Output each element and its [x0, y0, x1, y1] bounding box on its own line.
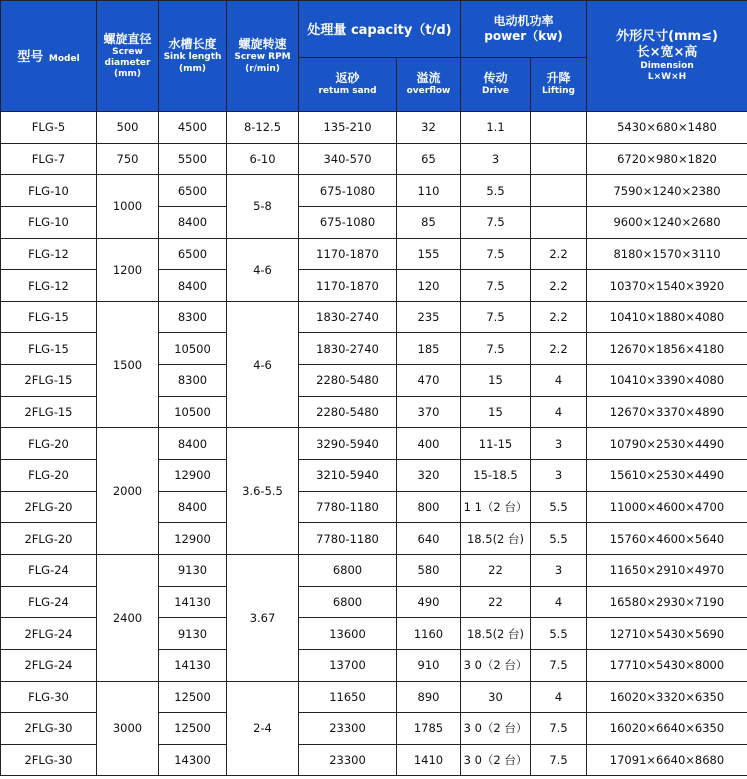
- model-cell: 2FLG-20: [1, 491, 97, 523]
- model-cell: FLG-12: [1, 270, 97, 302]
- return-sand-cell: 340-570: [299, 143, 397, 175]
- model-cell: 2FLG-15: [1, 365, 97, 397]
- lifting-cell: [531, 206, 587, 238]
- overflow-cell: 910: [397, 649, 461, 681]
- return-sand-cell: 675-1080: [299, 206, 397, 238]
- lifting-cell: 5.5: [531, 491, 587, 523]
- return-sand-cell: 7780-1180: [299, 491, 397, 523]
- diameter-cell: 750: [97, 143, 159, 175]
- dimension-cell: 17710×5430×8000: [587, 649, 747, 681]
- overflow-cell: 320: [397, 460, 461, 492]
- header-drive: 传动 Drive: [461, 58, 531, 112]
- sink-length-cell: 14130: [159, 649, 227, 681]
- overflow-cell: 800: [397, 491, 461, 523]
- sink-length-cell: 4500: [159, 112, 227, 144]
- lifting-cell: 7.5: [531, 744, 587, 776]
- dimension-cell: 16580×2930×7190: [587, 586, 747, 618]
- table-row: [1, 554, 747, 586]
- model-cell: 2FLG-30: [1, 744, 97, 776]
- diameter-cell: 1000: [97, 175, 159, 238]
- table-body: [1, 112, 747, 776]
- drive-cell: 30: [461, 681, 531, 713]
- table-row: [1, 112, 747, 144]
- return-sand-cell: 11650: [299, 681, 397, 713]
- overflow-cell: 890: [397, 681, 461, 713]
- model-cell: FLG-20: [1, 460, 97, 492]
- overflow-cell: 400: [397, 428, 461, 460]
- return-sand-cell: 6800: [299, 586, 397, 618]
- return-sand-cell: 3290-5940: [299, 428, 397, 460]
- dimension-cell: 6720×980×1820: [587, 143, 747, 175]
- lifting-cell: 5.5: [531, 618, 587, 650]
- header-diameter: 螺旋直径 Screw diameter (mm): [97, 1, 159, 112]
- model-cell: FLG-5: [1, 112, 97, 144]
- return-sand-cell: 675-1080: [299, 175, 397, 207]
- drive-cell: 3 0（2 台）: [461, 744, 531, 776]
- dimension-cell: 15610×2530×4490: [587, 460, 747, 492]
- table-header: [1, 1, 747, 112]
- return-sand-cell: 1170-1870: [299, 270, 397, 302]
- dimension-cell: 5430×680×1480: [587, 112, 747, 144]
- sink-length-cell: 9130: [159, 618, 227, 650]
- overflow-cell: 110: [397, 175, 461, 207]
- overflow-cell: 1410: [397, 744, 461, 776]
- drive-cell: 22: [461, 586, 531, 618]
- drive-cell: 7.5: [461, 333, 531, 365]
- header-sink-length: 水槽长度 Sink length (mm): [159, 1, 227, 112]
- return-sand-cell: 2280-5480: [299, 365, 397, 397]
- header-power: 电动机功率 power（kw): [461, 1, 587, 58]
- model-cell: 2FLG-20: [1, 523, 97, 555]
- table-row: [1, 681, 747, 713]
- drive-cell: 15: [461, 396, 531, 428]
- sink-length-cell: 8300: [159, 365, 227, 397]
- overflow-cell: 1160: [397, 618, 461, 650]
- overflow-cell: 370: [397, 396, 461, 428]
- sink-length-cell: 12900: [159, 523, 227, 555]
- return-sand-cell: 23300: [299, 713, 397, 745]
- return-sand-cell: 1830-2740: [299, 301, 397, 333]
- lifting-cell: 4: [531, 396, 587, 428]
- drive-cell: 7.5: [461, 301, 531, 333]
- return-sand-cell: 1170-1870: [299, 238, 397, 270]
- model-cell: FLG-12: [1, 238, 97, 270]
- dimension-cell: 9600×1240×2680: [587, 206, 747, 238]
- drive-cell: 18.5(2 台): [461, 618, 531, 650]
- dimension-cell: 10410×3390×4080: [587, 365, 747, 397]
- drive-cell: 15: [461, 365, 531, 397]
- overflow-cell: 640: [397, 523, 461, 555]
- header-lifting: 升降 Lifting: [531, 58, 587, 112]
- header-overflow: 溢流 overflow: [397, 58, 461, 112]
- dimension-cell: 11650×2910×4970: [587, 554, 747, 586]
- diameter-cell: 2000: [97, 428, 159, 555]
- dimension-cell: 16020×6640×6350: [587, 713, 747, 745]
- sink-length-cell: 8300: [159, 301, 227, 333]
- dimension-cell: 12710×5430×5690: [587, 618, 747, 650]
- rpm-cell: 4-6: [227, 301, 299, 428]
- diameter-cell: 1500: [97, 301, 159, 428]
- overflow-cell: 470: [397, 365, 461, 397]
- sink-length-cell: 8400: [159, 491, 227, 523]
- dimension-cell: 12670×3370×4890: [587, 396, 747, 428]
- table-row: [1, 175, 747, 207]
- sink-length-cell: 8400: [159, 270, 227, 302]
- overflow-cell: 1785: [397, 713, 461, 745]
- sink-length-cell: 6500: [159, 238, 227, 270]
- rpm-cell: 3.67: [227, 554, 299, 681]
- return-sand-cell: 2280-5480: [299, 396, 397, 428]
- model-cell: 2FLG-24: [1, 649, 97, 681]
- model-cell: 2FLG-30: [1, 713, 97, 745]
- return-sand-cell: 13700: [299, 649, 397, 681]
- sink-length-cell: 12500: [159, 713, 227, 745]
- drive-cell: 3 0（2 台）: [461, 649, 531, 681]
- overflow-cell: 155: [397, 238, 461, 270]
- model-cell: FLG-15: [1, 301, 97, 333]
- model-cell: 2FLG-15: [1, 396, 97, 428]
- dimension-cell: 8180×1570×3110: [587, 238, 747, 270]
- dimension-cell: 11000×4600×4700: [587, 491, 747, 523]
- overflow-cell: 235: [397, 301, 461, 333]
- lifting-cell: 4: [531, 365, 587, 397]
- overflow-cell: 85: [397, 206, 461, 238]
- return-sand-cell: 3210-5940: [299, 460, 397, 492]
- table-row: [1, 428, 747, 460]
- drive-cell: 7.5: [461, 270, 531, 302]
- lifting-cell: 2.2: [531, 238, 587, 270]
- return-sand-cell: 23300: [299, 744, 397, 776]
- lifting-cell: 5.5: [531, 523, 587, 555]
- lifting-cell: 3: [531, 554, 587, 586]
- sink-length-cell: 6500: [159, 175, 227, 207]
- return-sand-cell: 135-210: [299, 112, 397, 144]
- lifting-cell: 2.2: [531, 333, 587, 365]
- return-sand-cell: 13600: [299, 618, 397, 650]
- sink-length-cell: 12900: [159, 460, 227, 492]
- overflow-cell: 32: [397, 112, 461, 144]
- sink-length-cell: 14130: [159, 586, 227, 618]
- lifting-cell: 7.5: [531, 649, 587, 681]
- rpm-cell: 6-10: [227, 143, 299, 175]
- drive-cell: 18.5(2 台): [461, 523, 531, 555]
- sink-length-cell: 10500: [159, 333, 227, 365]
- table-row: [1, 301, 747, 333]
- overflow-cell: 580: [397, 554, 461, 586]
- header-capacity: 处理量 capacity（t/d): [299, 1, 461, 58]
- diameter-cell: 1200: [97, 238, 159, 301]
- diameter-cell: 2400: [97, 554, 159, 681]
- model-cell: 2FLG-24: [1, 618, 97, 650]
- header-dimension: 外形尺寸(mm≤) 长×宽×高 Dimension L×W×H: [587, 1, 747, 112]
- overflow-cell: 490: [397, 586, 461, 618]
- dimension-cell: 7590×1240×2380: [587, 175, 747, 207]
- dimension-cell: 10410×1880×4080: [587, 301, 747, 333]
- model-cell: FLG-15: [1, 333, 97, 365]
- model-cell: FLG-7: [1, 143, 97, 175]
- return-sand-cell: 6800: [299, 554, 397, 586]
- dimension-cell: 17091×6640×8680: [587, 744, 747, 776]
- drive-cell: 1 1（2 台）: [461, 491, 531, 523]
- model-cell: FLG-10: [1, 175, 97, 207]
- dimension-cell: 15760×4600×5640: [587, 523, 747, 555]
- lifting-cell: [531, 175, 587, 207]
- rpm-cell: 5-8: [227, 175, 299, 238]
- header-screw-rpm: 螺旋转速 Screw RPM (r/min): [227, 1, 299, 112]
- drive-cell: 1.1: [461, 112, 531, 144]
- dimension-cell: 10370×1540×3920: [587, 270, 747, 302]
- lifting-cell: 2.2: [531, 270, 587, 302]
- table-row: [1, 143, 747, 175]
- model-cell: FLG-20: [1, 428, 97, 460]
- sink-length-cell: 14300: [159, 744, 227, 776]
- lifting-cell: 3: [531, 428, 587, 460]
- rpm-cell: 4-6: [227, 238, 299, 301]
- table-row: [1, 238, 747, 270]
- sink-length-cell: 5500: [159, 143, 227, 175]
- lifting-cell: [531, 112, 587, 144]
- dimension-cell: 16020×3320×6350: [587, 681, 747, 713]
- rpm-cell: 8-12.5: [227, 112, 299, 144]
- sink-length-cell: 8400: [159, 428, 227, 460]
- model-cell: FLG-10: [1, 206, 97, 238]
- lifting-cell: 4: [531, 681, 587, 713]
- dimension-cell: 10790×2530×4490: [587, 428, 747, 460]
- drive-cell: 5.5: [461, 175, 531, 207]
- drive-cell: 7.5: [461, 206, 531, 238]
- return-sand-cell: 7780-1180: [299, 523, 397, 555]
- drive-cell: 3: [461, 143, 531, 175]
- model-cell: FLG-30: [1, 681, 97, 713]
- overflow-cell: 65: [397, 143, 461, 175]
- drive-cell: 3 0（2 台）: [461, 713, 531, 745]
- diameter-cell: 500: [97, 112, 159, 144]
- lifting-cell: [531, 143, 587, 175]
- dimension-cell: 12670×1856×4180: [587, 333, 747, 365]
- drive-cell: 22: [461, 554, 531, 586]
- diameter-cell: 3000: [97, 681, 159, 776]
- model-cell: FLG-24: [1, 586, 97, 618]
- sink-length-cell: 10500: [159, 396, 227, 428]
- sink-length-cell: 12500: [159, 681, 227, 713]
- header-return-sand: 返砂 retum sand: [299, 58, 397, 112]
- drive-cell: 15-18.5: [461, 460, 531, 492]
- drive-cell: 7.5: [461, 238, 531, 270]
- lifting-cell: 4: [531, 586, 587, 618]
- drive-cell: 11-15: [461, 428, 531, 460]
- sink-length-cell: 9130: [159, 554, 227, 586]
- lifting-cell: 7.5: [531, 713, 587, 745]
- rpm-cell: 3.6-5.5: [227, 428, 299, 555]
- sink-length-cell: 8400: [159, 206, 227, 238]
- lifting-cell: 3: [531, 460, 587, 492]
- return-sand-cell: 1830-2740: [299, 333, 397, 365]
- overflow-cell: 185: [397, 333, 461, 365]
- header-model: 型号 Model: [1, 1, 97, 112]
- rpm-cell: 2-4: [227, 681, 299, 776]
- overflow-cell: 120: [397, 270, 461, 302]
- lifting-cell: 2.2: [531, 301, 587, 333]
- model-cell: FLG-24: [1, 554, 97, 586]
